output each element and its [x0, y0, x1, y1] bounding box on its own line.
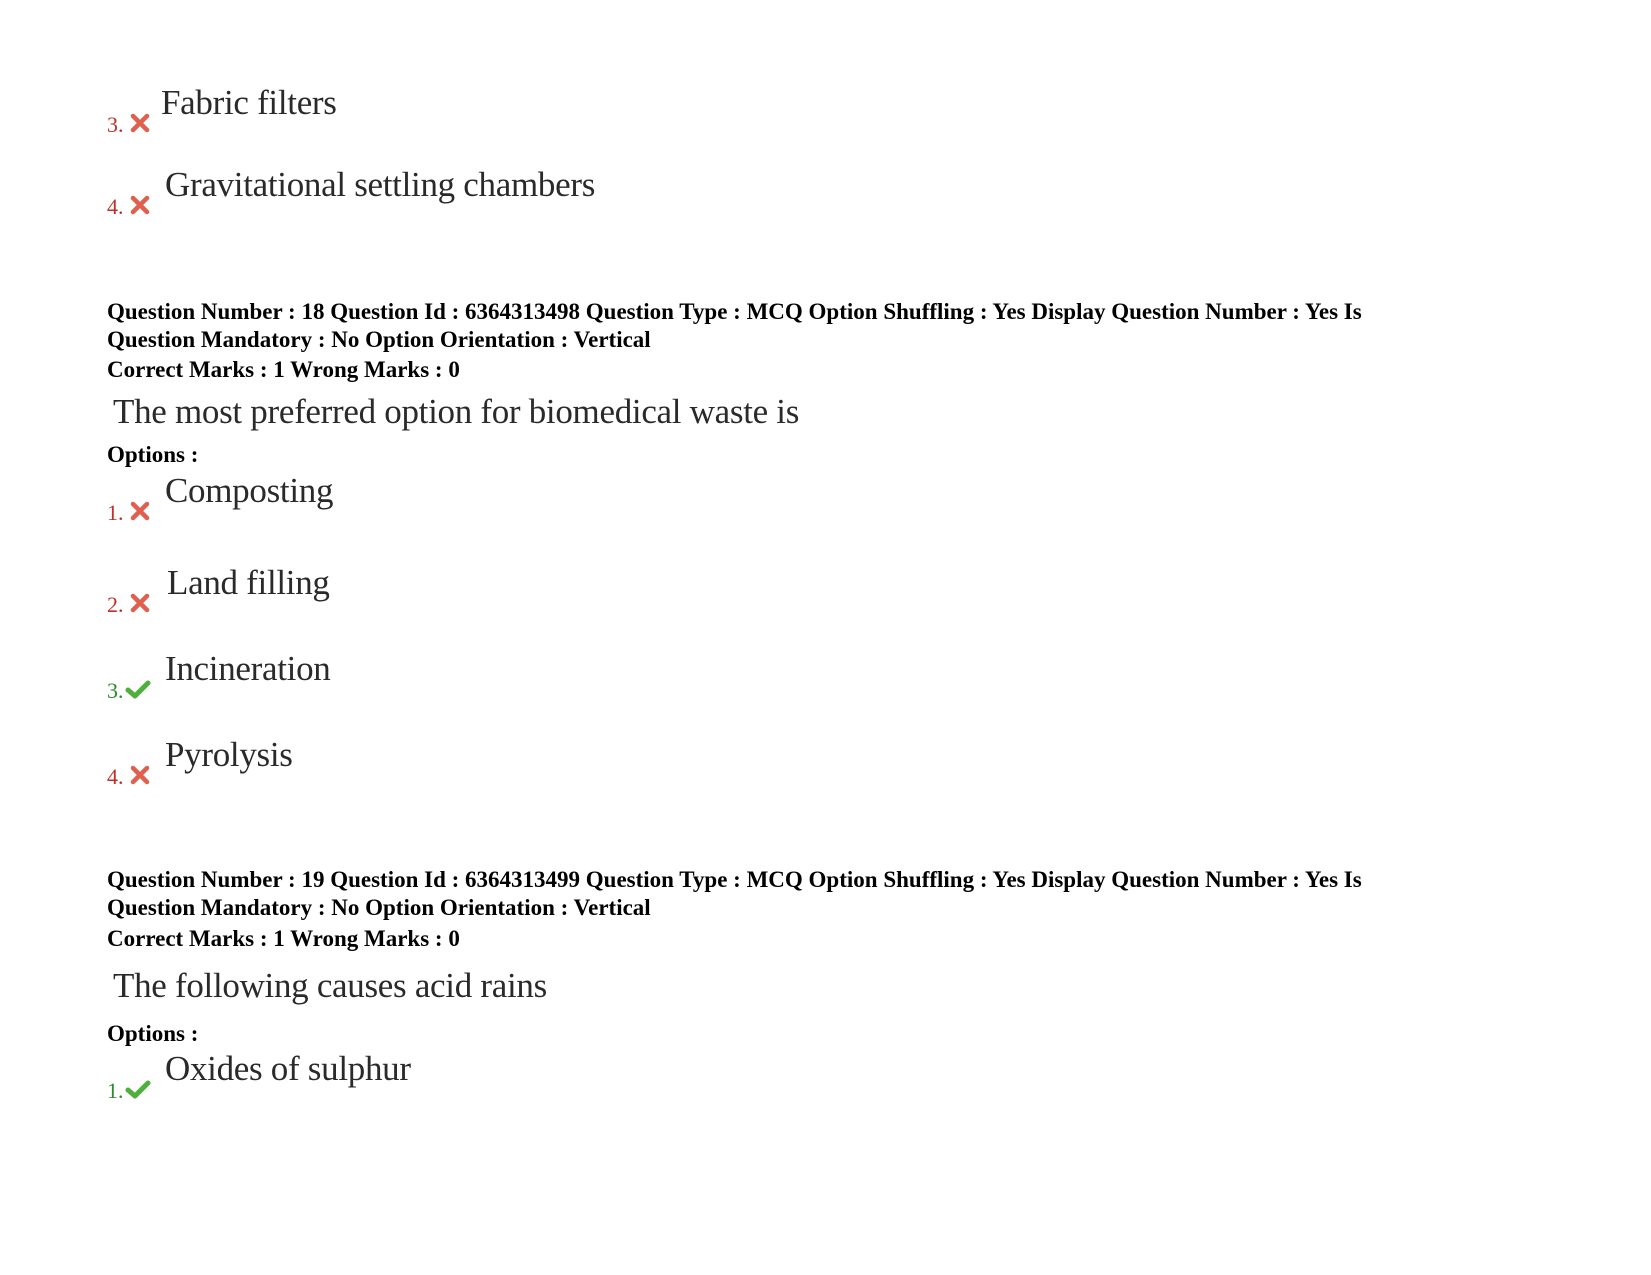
cross-icon	[127, 592, 153, 614]
option-row	[107, 560, 1007, 620]
cross-icon	[127, 194, 153, 216]
marks-line: Correct Marks : 1 Wrong Marks : 0	[107, 926, 460, 951]
option-row	[107, 1046, 1007, 1106]
option-number: 4.	[107, 764, 124, 789]
option-text: Gravitational settling chambers	[165, 165, 596, 204]
option-text: Pyrolysis	[165, 735, 293, 774]
option-number: 3.	[107, 678, 124, 703]
marks-line: Correct Marks : 1 Wrong Marks : 0	[107, 357, 460, 382]
question-header	[107, 298, 1547, 354]
cross-icon	[127, 500, 153, 522]
question-text: The most preferred option for biomedical waste is	[113, 392, 800, 431]
option-number: 1.	[107, 1078, 124, 1103]
options-label: Options :	[107, 1021, 199, 1046]
option-text: Fabric filters	[161, 83, 337, 122]
question-header-line: Question Mandatory : No Option Orientation : Vertical	[107, 895, 651, 920]
option-text: Oxides of sulphur	[165, 1049, 411, 1088]
option-row	[107, 732, 1007, 792]
option-row	[107, 162, 1007, 222]
check-icon	[125, 678, 151, 700]
option-text: Incineration	[165, 649, 331, 688]
option-number: 4.	[107, 194, 124, 219]
option-row	[107, 80, 1007, 140]
question-header-line: Question Number : 18 Question Id : 6364313498 Question Type : MCQ Option Shuffling : Yes Display Question Number : Yes Is	[107, 299, 1362, 324]
question-header	[107, 866, 1547, 922]
option-row	[107, 468, 1007, 528]
option-number: 3.	[107, 112, 124, 137]
question-header-line: Question Number : 19 Question Id : 6364313499 Question Type : MCQ Option Shuffling : Yes Display Question Number : Yes Is	[107, 867, 1362, 892]
options-label: Options :	[107, 442, 199, 467]
cross-icon	[127, 112, 153, 134]
question-text: The following causes acid rains	[113, 966, 547, 1005]
cross-icon	[127, 764, 153, 786]
option-row	[107, 646, 1007, 706]
check-icon	[125, 1078, 151, 1100]
question-header-line: Question Mandatory : No Option Orientation : Vertical	[107, 327, 651, 352]
option-text: Composting	[165, 471, 334, 510]
option-number: 2.	[107, 592, 124, 617]
option-text: Land filling	[167, 563, 330, 602]
option-number: 1.	[107, 500, 124, 525]
